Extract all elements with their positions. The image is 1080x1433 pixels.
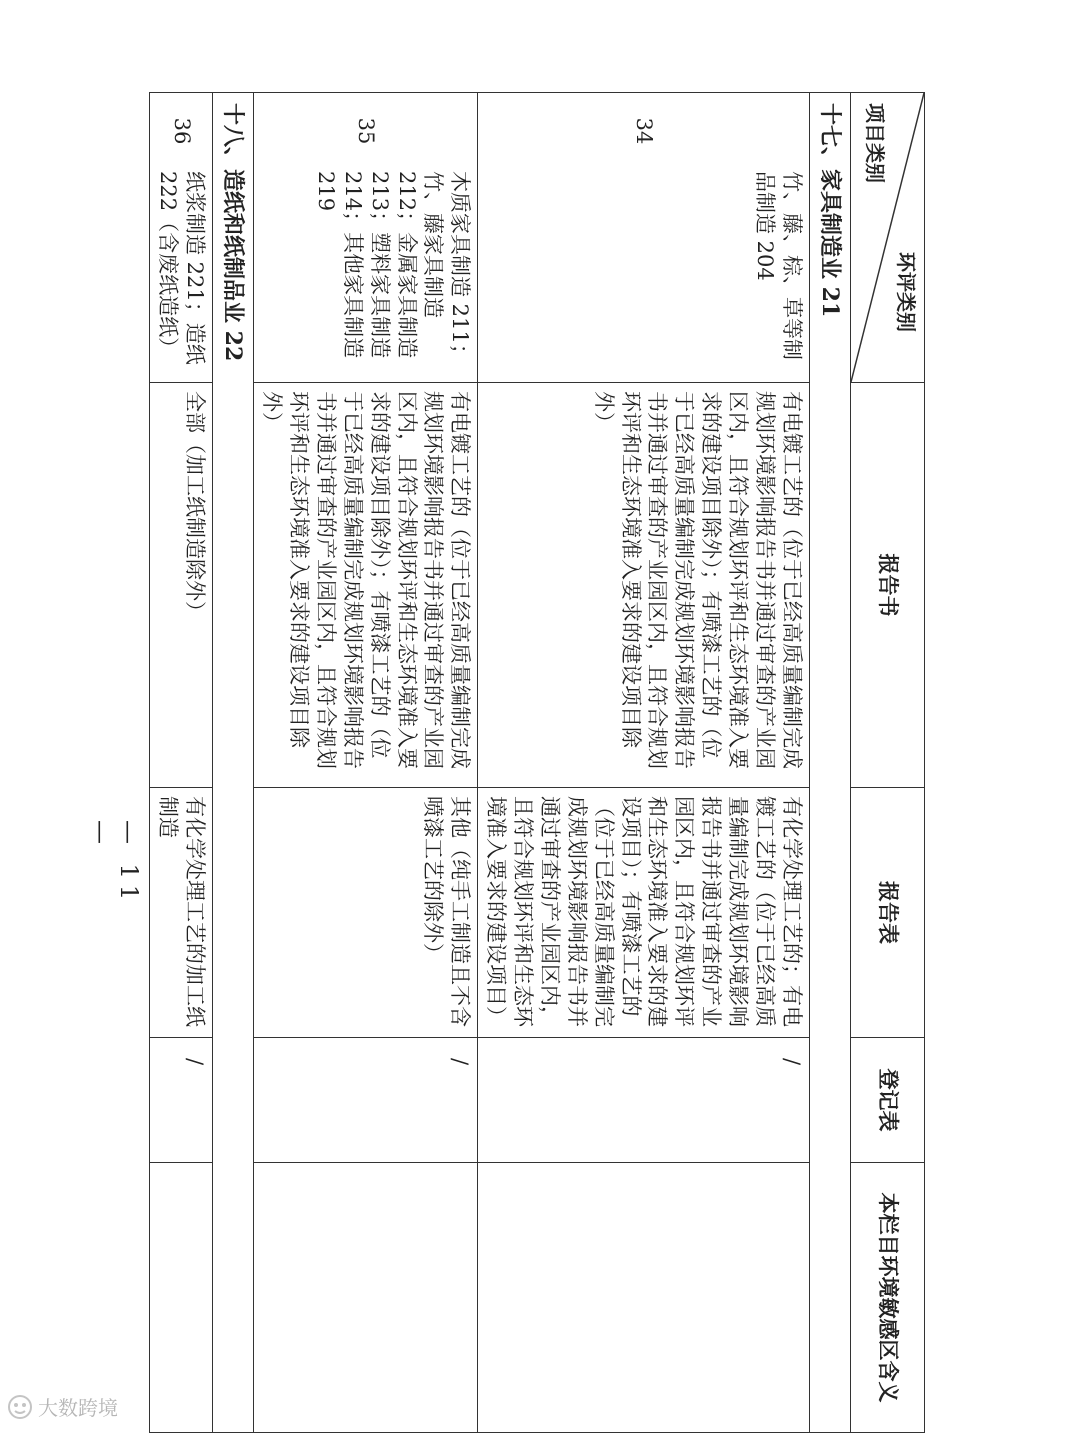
project-cell	[478, 93, 810, 383]
project-cell	[150, 93, 213, 383]
report-form-cell: 有化学处理工艺的；有电镀工艺的（位于已经高质量编制完成规划环境影响报告书并通过审查的产业园区内，且符合规划环评和生态环境准入要求的建设项目）；有喷漆工艺的（位于已经高质量编制完成规划环境影响报告书并通过审查的产业园区内，且符合规划环评和生态环境准入要求的建设项目）	[478, 788, 810, 1038]
report-form-cell: 有化学处理工艺的加工纸制造	[150, 788, 213, 1038]
table-row	[150, 93, 213, 1433]
page-number: — 11 —	[87, 820, 143, 907]
section-row	[213, 93, 254, 1433]
report-form-cell: 其他（纯手工制造且不含喷漆工艺的除外）	[254, 788, 478, 1038]
registration-cell: /	[478, 1038, 810, 1163]
section-row	[809, 93, 850, 1433]
diagonal-header-cell	[851, 93, 925, 383]
report-book-header: 报告书	[851, 383, 925, 788]
sensitive-area-cell	[150, 1163, 213, 1433]
watermark-text: 大数跨境	[38, 1396, 118, 1420]
report-book-cell: 有电镀工艺的（位于已经高质量编制完成规划环境影响报告书并通过审查的产业园区内，且符合规划环评和生态环境准入要求的建设项目除外）；有喷漆工艺的（位于已经高质量编制完成规划环境影响报告书并通过审查的产业园区内，且符合规划环评和生态环境准入要求的建设项目除外）	[478, 383, 810, 788]
watermark-logo-icon	[6, 1393, 34, 1421]
sensitive-area-cell	[254, 1163, 478, 1433]
project-name: 竹、藤、棕、草等制品制造 204	[752, 171, 804, 360]
project-name: 木质家具制造 211；竹、藤家具制造 212；金属家具制造 213；塑料家具制造 214；其他家具制造 219	[313, 171, 473, 365]
registration-cell: /	[254, 1038, 478, 1163]
report-book-cell: 有电镀工艺的（位于已经高质量编制完成规划环境影响报告书并通过审查的产业园区内，且符合规划环评和生态环境准入要求的建设项目除外）；有喷漆工艺的（位于已经高质量编制完成规划环境影响报告书并通过审查的产业园区内，且符合规划环评和生态环境准入要求的建设项目除外）	[254, 383, 478, 788]
project-cell	[254, 93, 478, 383]
table-row	[478, 93, 810, 1433]
page-number-wrap	[87, 820, 153, 940]
section-title: 十八、造纸和纸制品业 22	[213, 93, 254, 1433]
table-header-row	[851, 93, 925, 1433]
row-number: 35	[354, 117, 379, 145]
table-row	[254, 93, 478, 1433]
watermark	[6, 1392, 118, 1421]
project-category-label: 项目类别	[862, 103, 887, 183]
sensitive-area-header: 本栏目环境敏感区含义	[851, 1163, 925, 1433]
registration-cell: /	[150, 1038, 213, 1163]
row-number: 36	[169, 117, 194, 145]
row-number: 34	[632, 117, 657, 145]
section-title: 十七、家具制造业 21	[809, 93, 850, 1433]
project-name: 纸浆制造 221；造纸 222（含废纸造纸）	[156, 171, 208, 365]
report-book-cell: 全部（加工纸制造除外）	[150, 383, 213, 788]
report-form-header: 报告表	[851, 788, 925, 1038]
sensitive-area-cell	[478, 1163, 810, 1433]
rotated-table-page	[156, 92, 925, 1432]
registration-form-header: 登记表	[851, 1038, 925, 1163]
eia-classification-table	[149, 92, 925, 1433]
eia-category-label: 环评类别	[894, 252, 918, 332]
